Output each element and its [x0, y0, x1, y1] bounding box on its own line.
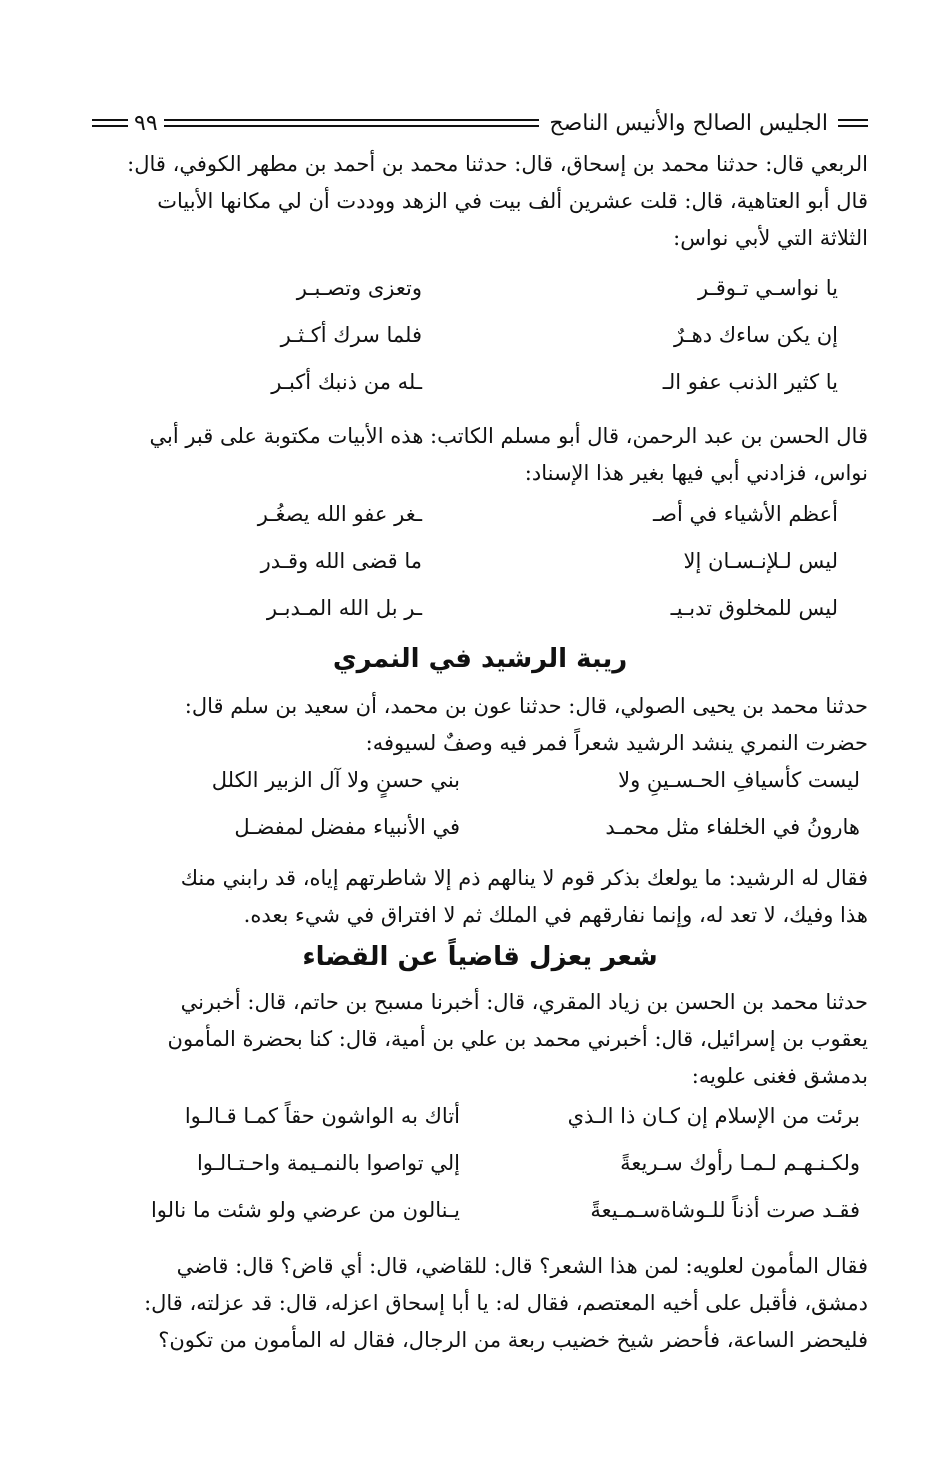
- verse-first-hemistich: يا كثير الذنب عفو الـ: [662, 370, 838, 394]
- text-line: الربعي قال: حدثنا محمد بن إسحاق، قال: حدثنا محمد بن أحمد بن مطهر الكوفي، قال:: [127, 152, 868, 176]
- verse-line: [92, 549, 868, 596]
- verse-line: [92, 370, 868, 417]
- text-line: نواس، فزادني أبي فيها بغير هذا الإسناد:: [524, 461, 868, 485]
- verse-second-hemistich: ـله من ذنبك أكبـر: [271, 370, 422, 394]
- verse-line: [92, 502, 868, 549]
- verse-line: [92, 815, 868, 862]
- verse-second-hemistich: بني حسنٍ ولا آل الزبير الكلل: [211, 768, 460, 792]
- verse-second-hemistich: فلما سرك أكـثـر: [280, 323, 422, 347]
- poem-2: [92, 502, 868, 643]
- verse-line: [92, 1151, 868, 1198]
- header-rule-long: [164, 119, 540, 127]
- text-line: يعقوب بن إسرائيل، قال: أخبرني محمد بن علي بن أمية، قال: كنا بحضرة المأمون: [167, 1027, 868, 1051]
- poem-3: [92, 768, 868, 862]
- text-line: فليحضر الساعة، فأحضر شيخ خضيب ربعة من الرجال، فقال له المأمون من تكون؟: [158, 1328, 868, 1352]
- paragraph-4: [92, 860, 868, 934]
- paragraph-1: [92, 146, 868, 257]
- header-rule-end: [92, 119, 128, 127]
- text-line: حضرت النمري ينشد الرشيد شعراً فمر فيه وصفٌ لسيوفه:: [365, 731, 868, 755]
- verse-first-hemistich: يا نواسـي تـوقـر: [698, 276, 838, 300]
- verse-second-hemistich: ـر بل الله المـدبـر: [266, 596, 422, 620]
- verse-second-hemistich: إلي تواصوا بالنمـيمة واحـتـالـوا: [196, 1151, 460, 1175]
- section-heading: شعر يعزل قاضياً عن القضاء: [302, 942, 658, 972]
- verse-first-hemistich: فقـد صرت أذناً للـوشاةسـمـيعةً: [590, 1198, 860, 1222]
- verse-second-hemistich: وتعزى وتصـبـر: [296, 276, 422, 300]
- text-line: دمشق، فأقبل على أخيه المعتصم، فقال له: يا أبا إسحاق اعزله، قال: قد عزلته، قال:: [144, 1291, 868, 1315]
- verse-second-hemistich: يـنالون من عرضي ولو شئت ما نالوا: [150, 1198, 460, 1222]
- verse-first-hemistich: برئت من الإسلام إن كـان ذا الـذي: [567, 1104, 860, 1128]
- verse-first-hemistich: هارونُ في الخلفاء مثل محمـد: [605, 815, 860, 839]
- running-header: [92, 106, 868, 140]
- verse-line: [92, 596, 868, 643]
- poem-4: [92, 1104, 868, 1245]
- poem-1: [92, 276, 868, 417]
- section-heading: ريبة الرشيد في النمري: [332, 644, 628, 674]
- text-line: بدمشق فغنى علويه:: [691, 1064, 868, 1088]
- verse-line: [92, 323, 868, 370]
- text-line: فقال له الرشيد: ما يولعك بذكر قوم لا ينالهم ذم إلا شاطرتهم إياه، قد رابني منك: [180, 866, 868, 890]
- paragraph-6: [92, 1248, 868, 1359]
- verse-second-hemistich: ما قضى الله وقـدر: [260, 549, 422, 573]
- verse-line: [92, 276, 868, 323]
- verse-first-hemistich: ولكـنـهـم لـمـا رأوك سـريعةً: [620, 1151, 860, 1175]
- verse-line: [92, 768, 868, 815]
- text-line: حدثنا محمد بن يحيى الصولي، قال: حدثنا عون بن محمد، أن سعيد بن سلم قال:: [184, 694, 868, 718]
- verse-second-hemistich: في الأنبياء مفضل لمفضـل: [234, 815, 460, 839]
- verse-second-hemistich: أتاك به الواشون حقاً كمـا قـالـوا: [184, 1104, 460, 1128]
- paragraph-5: [92, 984, 868, 1095]
- text-line: فقال المأمون لعلويه: لمن هذا الشعر؟ قال: للقاضي، قال: أي قاض؟ قال: قاضي: [176, 1254, 868, 1278]
- text-line: حدثنا محمد بن الحسن بن زياد المقري، قال: أخبرنا مسبح بن حاتم، قال: أخبرني: [180, 990, 868, 1014]
- verse-first-hemistich: إن يكن ساءك دهـرٌ: [673, 323, 838, 347]
- paragraph-3: [92, 688, 868, 762]
- verse-line: [92, 1104, 868, 1151]
- verse-line: [92, 1198, 868, 1245]
- header-rule-short: [838, 119, 868, 127]
- verse-first-hemistich: ليست كأسيافِ الحـسـينِ ولا: [618, 768, 860, 792]
- text-line: قال أبو العتاهية، قال: قلت عشرين ألف بيت في الزهد ووددت أن لي مكانها الأبيات: [157, 189, 868, 213]
- text-line: قال الحسن بن عبد الرحمن، قال أبو مسلم الكاتب: هذه الأبيات مكتوبة على قبر أبي: [149, 424, 868, 448]
- verse-first-hemistich: ليس لـلإنـسـان إلا: [683, 549, 838, 573]
- book-title: الجليس الصالح والأنيس الناصح: [549, 110, 828, 136]
- text-line: الثلاثة التي لأبي نواس:: [673, 226, 868, 250]
- page-number: ٩٩: [134, 110, 158, 136]
- verse-first-hemistich: أعظم الأشياء في أصـ: [653, 502, 838, 526]
- verse-first-hemistich: ليس للمخلوق تدبـيـ: [670, 596, 838, 620]
- paragraph-2: [92, 418, 868, 492]
- verse-second-hemistich: ـغر عفو الله يصغُـر: [257, 502, 422, 526]
- book-page: [92, 0, 868, 1482]
- text-line: هذا وفيك، لا تعد له، وإنما نفارقهم في الملك ثم لا افتراق في شيء بعده.: [243, 903, 868, 927]
